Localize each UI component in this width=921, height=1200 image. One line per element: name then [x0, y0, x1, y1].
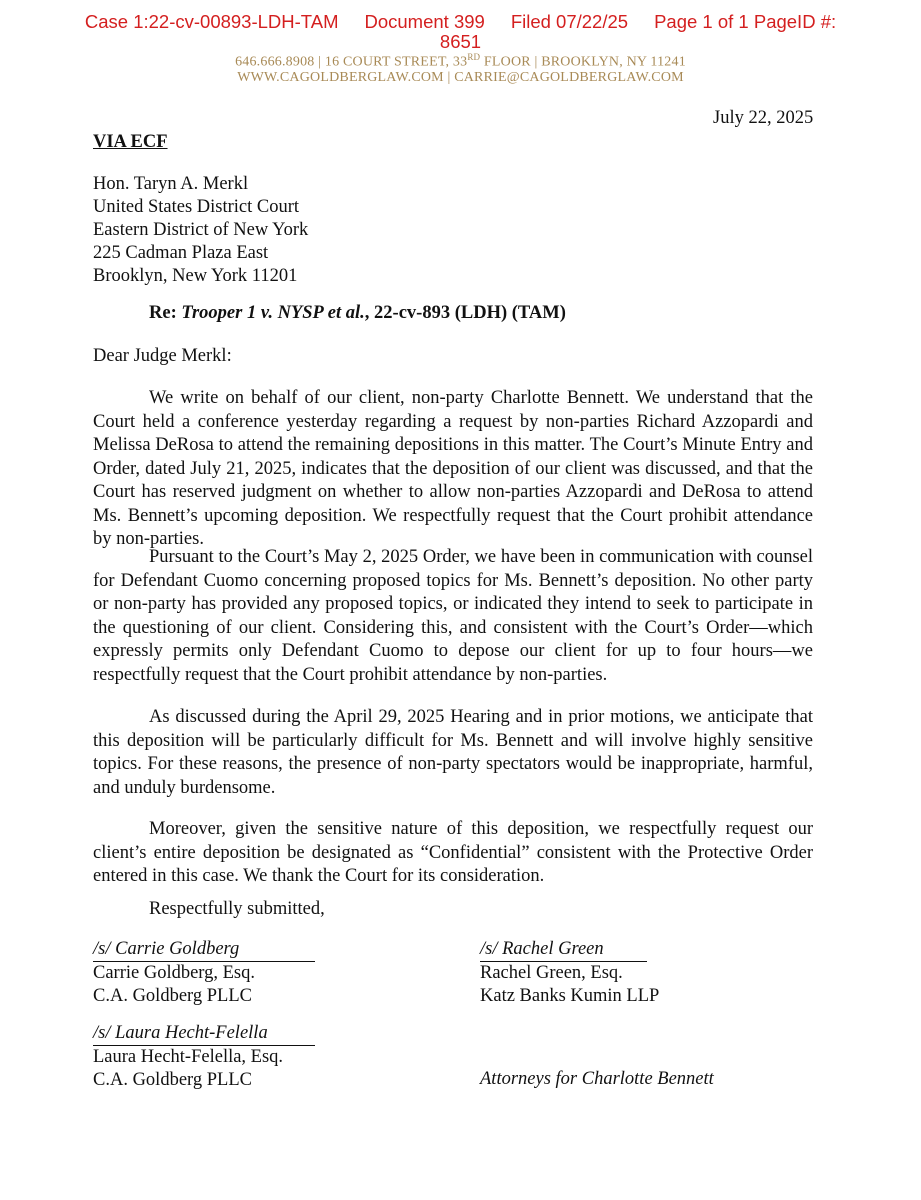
signature-goldberg: /s/ Carrie Goldberg [93, 938, 315, 962]
paragraph-text: As discussed during the April 29, 2025 Hearing and in prior motions, we anticipate that this deposition will be particularly difficult for Ms. Bennett and will involve highly sensitive topics. For these reasons, the presence of non-party spectators would be inappropriate, harmful, and unduly burdensome. [93, 707, 813, 798]
re-case-name: Trooper 1 v. NYSP et al. [181, 303, 365, 323]
closing: Respectfully submitted, [149, 899, 325, 919]
re-line [149, 302, 566, 325]
letterhead-line1-sup: RD [467, 52, 481, 62]
addressee-line-4: 225 Cadman Plaza East [93, 243, 269, 263]
signature-hecht: /s/ Laura Hecht-Felella [93, 1022, 315, 1046]
body-paragraph-3 [93, 706, 813, 800]
re-case-number: , 22-cv-893 (LDH) (TAM) [364, 303, 566, 323]
letterhead-web: WWW.CAGOLDBERGLAW.COM | CARRIE@CAGOLDBERGLAW.COM [237, 70, 684, 85]
addressee-line-3: Eastern District of New York [93, 220, 309, 240]
letterhead-contact [0, 52, 921, 71]
signature-green: /s/ Rachel Green [480, 938, 647, 962]
paragraph-text: Moreover, given the sensitive nature of this deposition, we respectfully request our client’s entire deposition be designated as “Confidential” consistent with the Protective Order entered in this case. We thank the Court for its consideration. [93, 819, 813, 886]
paragraph-text: Pursuant to the Court’s May 2, 2025 Order, we have been in communication with counsel for Defendant Cuomo concerning proposed topics for Ms. Bennett’s deposition. No other party or non-party has provided any proposed topics, or indicated they intend to seek to participate in the questioning of our client. Considering this, and consistent with the Court’s Order—which expressly permits only Defendant Cuomo to depose our client for up to four hours—we respectfully request that the Court prohibit attendance by non-parties. [93, 547, 813, 685]
filed-date: Filed 07/22/25 [510, 11, 629, 32]
page-id: 8651 [439, 31, 482, 52]
salutation: Dear Judge Merkl: [93, 346, 232, 366]
addressee-line-2: United States District Court [93, 197, 300, 217]
signature-block-hecht [93, 1022, 315, 1092]
signer-name-hecht: Laura Hecht-Felella, Esq. [93, 1047, 284, 1067]
via-ecf: VIA ECF [93, 132, 168, 152]
letterhead-line1-b: FLOOR | BROOKLYN, NY 11241 [480, 54, 686, 70]
ecf-filing-header [0, 12, 921, 52]
signer-firm-goldberg: C.A. Goldberg PLLC [93, 986, 252, 1006]
signer-name-goldberg: Carrie Goldberg, Esq. [93, 963, 256, 983]
page-info: Page 1 of 1 PageID #: [654, 11, 837, 32]
addressee-line-1: Hon. Taryn A. Merkl [93, 174, 249, 194]
signer-name-green: Rachel Green, Esq. [480, 963, 623, 983]
addressee-line-5: Brooklyn, New York 11201 [93, 266, 298, 286]
signer-firm-hecht: C.A. Goldberg PLLC [93, 1070, 252, 1090]
body-paragraph-4 [93, 818, 813, 889]
signature-block-goldberg [93, 938, 315, 1008]
document-number: Document 399 [364, 11, 485, 32]
signature-block-green [480, 938, 659, 1008]
body-paragraph-1 [93, 387, 813, 552]
re-label: Re: [149, 303, 182, 323]
body-paragraph-2 [93, 546, 813, 687]
case-number: Case 1:22-cv-00893-LDH-TAM [84, 11, 339, 32]
letterhead-line1-a: 646.666.8908 | 16 COURT STREET, 33 [235, 54, 468, 70]
letter-date: July 22, 2025 [713, 108, 814, 128]
paragraph-text: We write on behalf of our client, non-party Charlotte Bennett. We understand that the Court held a conference yesterday regarding a request by non-parties Richard Azzopardi and Melissa DeRosa to attend the remaining depositions in this matter. The Court’s Minute Entry and Order, dated July 21, 2025, indicates that the deposition of our client was discussed, and that the Court has reserved judgment on whether to allow non-parties Azzopardi and DeRosa to attend Ms. Bennett’s upcoming deposition. We respectfully request that the Court prohibit attendance by non-parties. [93, 388, 813, 549]
signer-firm-green: Katz Banks Kumin LLP [480, 986, 660, 1006]
attorneys-for: Attorneys for Charlotte Bennett [480, 1069, 714, 1089]
